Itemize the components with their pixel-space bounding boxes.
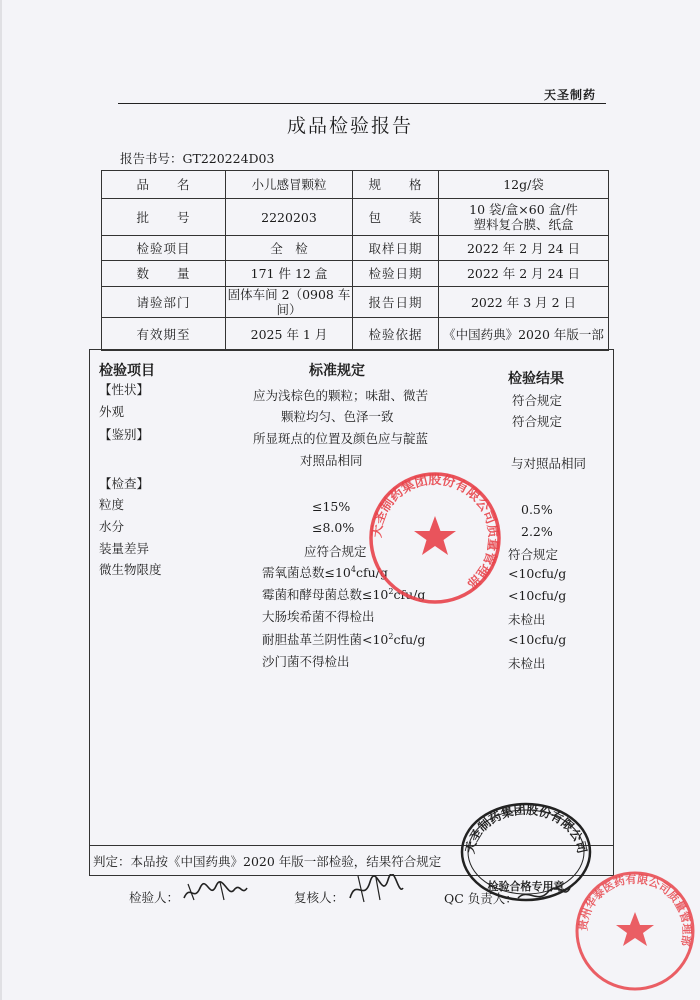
results-header-item: 检验项目 [99,363,155,379]
result-text: 未检出 [508,656,546,671]
item-label: 外观 [99,404,125,419]
info-row [102,236,609,261]
packaging-line-2: 塑料复合膜、纸盒 [473,217,574,232]
info-value [439,199,609,236]
result-text: <10cfu/g [508,588,567,603]
info-table [101,170,609,351]
standard-text: 需氧菌总数$\le 10^4cfu/g$ [262,564,388,580]
info-label: 检验项目 [102,236,226,261]
reviewer-label: 复核人： [294,890,345,905]
standard-text: 沙门菌不得检出 [262,654,350,669]
info-value: 171 件 12 盒 [226,261,353,287]
qc-label: QC 负责人： [444,891,518,906]
info-value: 固体车间 2（0908 车间） [226,287,353,318]
info-value: 2022 年 2 月 24 日 [439,261,609,287]
info-value: 2025 年 1 月 [226,318,353,351]
info-value: 《中国药典》2020 年版一部 [439,318,609,351]
page-title: 成品检验报告 [286,115,413,137]
section-label: 【检查】 [99,476,150,491]
info-value: 2022 年 2 月 24 日 [439,236,609,261]
header-rule [118,103,606,104]
info-label: 包 装 [353,199,439,236]
report-number: 报告书号：GT220224D03 [120,151,275,166]
inspection-seal-bottom: 检验合格专用章 [487,880,565,893]
section-label: 【鉴别】 [99,427,150,442]
info-value: 全 检 [226,236,353,261]
result-text: 符合规定 [508,547,559,562]
quality-dept-stamp [365,468,505,608]
info-row [102,199,609,236]
standard-text: ≤15% [312,499,351,514]
info-row [102,287,609,318]
inspector-label: 检验人： [129,890,180,905]
standard-text: 应为浅棕色的颗粒；味甜、微苦 [253,388,429,403]
results-header-standard: 标准规定 [309,363,365,379]
info-row [102,171,609,199]
info-label: 有效期至 [102,318,226,351]
info-value: 2220203 [226,199,353,236]
info-row [102,318,609,351]
info-value: 12g/袋 [439,171,609,199]
info-label: 品 名 [102,171,226,199]
info-row [102,261,609,287]
info-label: 请验部门 [102,287,226,318]
inspector-signature [180,878,250,906]
item-label: 粒度 [99,497,125,512]
section-label: 【性状】 [99,382,150,397]
item-label: 微生物限度 [99,562,162,577]
standard-text: 应符合规定 [304,544,367,559]
standard-text: ≤8.0% [312,520,355,535]
result-text: 0.5% [521,502,553,517]
brand-logo-text: 天圣制药 [544,88,597,102]
page-edge [0,0,2,1000]
result-text: 符合规定 [512,393,563,408]
results-section [89,349,614,876]
item-label: 装量差异 [99,541,150,556]
reviewer-signature [346,874,406,906]
qc-seal [570,866,700,996]
info-label: 数 量 [102,261,226,287]
quality-dept-stamp-text: 天圣制药集团股份有限公司质量管理部 [369,472,501,591]
result-text: <10cfu/g [508,566,567,581]
standard-text: 对照品相同 [300,453,363,468]
standard-text: 大肠埃希菌不得检出 [262,609,375,624]
info-label: 检验日期 [353,261,439,287]
info-value: 2022 年 3 月 2 日 [439,287,609,318]
info-value: 小儿感冒颗粒 [226,171,353,199]
result-text: 与对照品相同 [511,456,587,471]
result-text: 2.2% [521,524,553,539]
standard-text: 霉菌和酵母菌总数$\le 10^2cfu/g$ [262,586,426,602]
standard-text: 耐胆盐革兰阴性菌$<10^2cfu/g$ [262,631,426,647]
info-label: 批 号 [102,199,226,236]
packaging-line-1: 10 袋/盒×60 盒/件 [469,202,578,217]
item-label: 水分 [99,519,125,534]
qc-seal-text: 贵州华泰医药有限公司质量管理部 [576,872,694,948]
info-label: 取样日期 [353,236,439,261]
inspection-seal-text: 天圣制药集团股份有限公司 [462,802,590,855]
standard-text: 所显斑点的位置及颜色应与靛蓝 [253,431,429,446]
judgment-text: 判定：本品按《中国药典》2020 年版一部检验，结果符合规定 [93,854,442,869]
results-header-result: 检验结果 [508,371,564,387]
result-text: <10cfu/g [508,632,567,647]
info-label: 检验依据 [353,318,439,351]
standard-text: 颗粒均匀、色泽一致 [281,409,394,424]
info-label: 规 格 [353,171,439,199]
result-text: 未检出 [508,612,546,627]
result-text: 符合规定 [512,414,563,429]
info-label: 报告日期 [353,287,439,318]
